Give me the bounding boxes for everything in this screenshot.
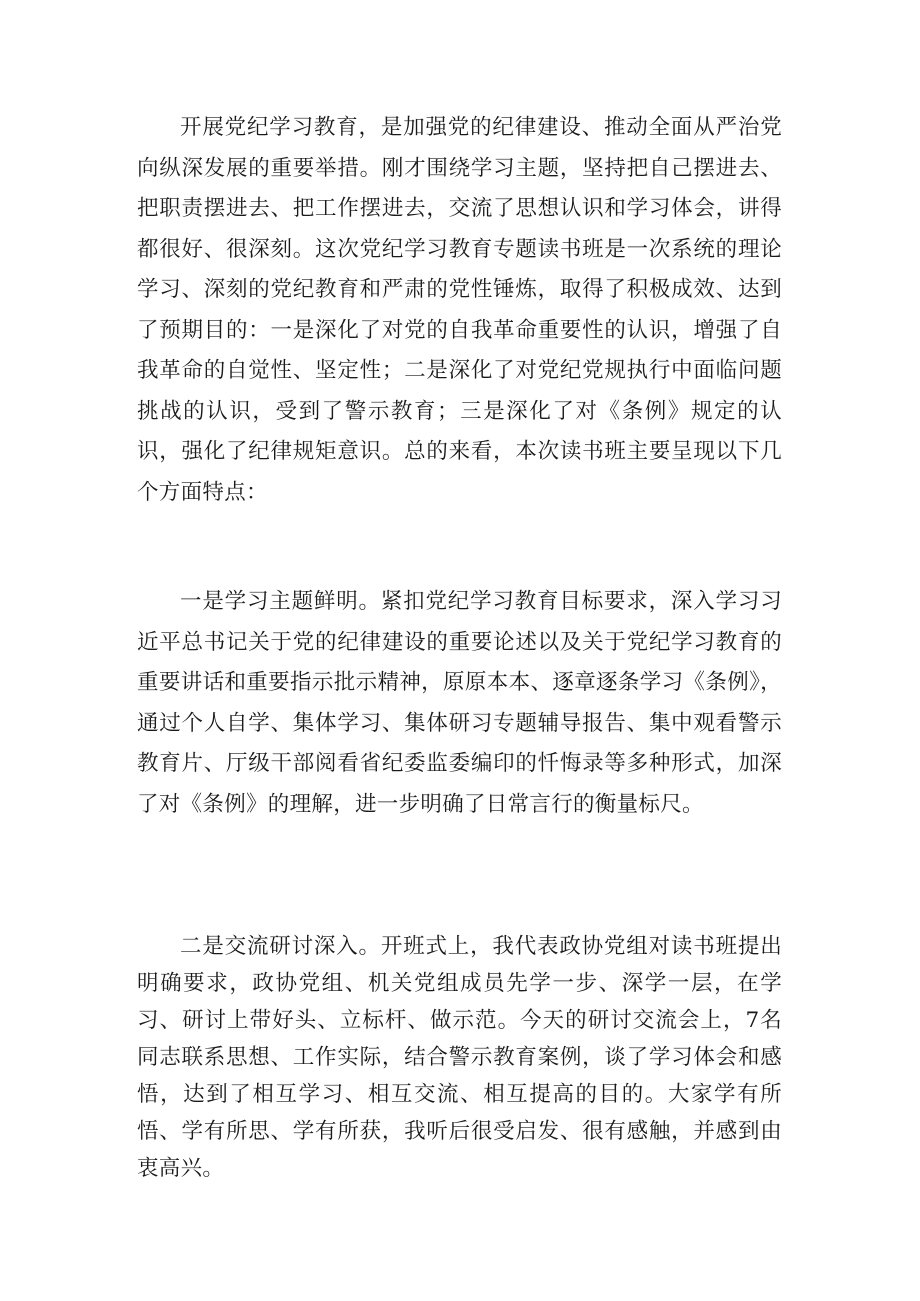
paragraph-intro: 开展党纪学习教育，是加强党的纪律建设、推动全面从严治党向纵深发展的重要举措。刚才围绕学习主题，坚持把自己摆进去、把职责摆进去、把工作摆进去，交流了思想认识和学习体会，讲得都很好、很深刻。这次党纪学习教育专题读书班是一次系统的理论学习、深刻的党纪教育和严肃的党性锤炼，取得了积极成效、达到了预期目的：一是深化了对党的自我革命重要性的认识，增强了自我革命的自觉性、坚定性；二是深化了对党纪党规执行中面临问题挑战的认识，受到了警示教育；三是深化了对《条例》规定的认识，强化了纪律规矩意识。总的来看，本次读书班主要呈现以下几个方面特点： xyxy=(137,115,782,505)
paragraph-discussion: 二是交流研讨深入。开班式上，我代表政协党组对读书班提出明确要求，政协党组、机关党组成员先学一步、深学一层，在学习、研讨上带好头、立标杆、做示范。今天的研讨交流会上，7名同志联系思想、工作实际，结合警示教育案例，谈了学习体会和感悟，达到了相互学习、相互交流、相互提高的目的。大家学有所悟、学有所思、学有所获，我听后很受启发、很有感触，并感到由衷高兴。 xyxy=(137,934,782,1181)
paragraph-block-intro xyxy=(137,108,782,513)
paragraph-block-study-theme xyxy=(137,582,782,825)
paragraph-block-discussion xyxy=(137,928,782,1187)
paragraph-study-theme: 一是学习主题鲜明。紧扣党纪学习教育目标要求，深入学习习近平总书记关于党的纪律建设的重要论述以及关于党纪学习教育的重要讲话和重要指示批示精神，原原本本、逐章逐条学习《条例》，通过个人自学、集体学习、集体研习专题辅导报告、集中观看警示教育片、厅级干部阅看省纪委监委编印的忏悔录等多种形式，加深了对《条例》的理解，进一步明确了日常言行的衡量标尺。 xyxy=(137,589,782,817)
